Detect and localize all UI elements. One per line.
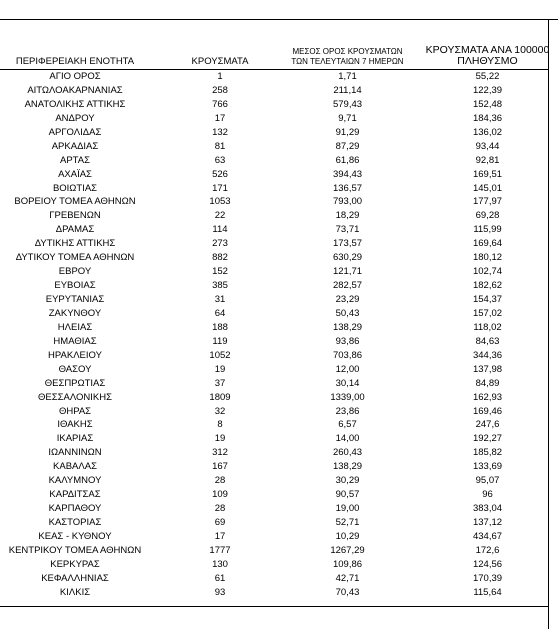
- cell-cases: 32: [214, 405, 226, 417]
- table-row: [0, 251, 548, 265]
- cell-region: ΑΓΙΟ ΟΡΟΣ: [49, 71, 101, 82]
- cell-seven-day-average: 260,43: [332, 447, 363, 459]
- cell-region: ΗΛΕΙΑΣ: [57, 321, 93, 333]
- cases-table: [0, 38, 550, 598]
- table-row: [0, 223, 548, 237]
- cell-seven-day-average: 12,00: [335, 363, 360, 375]
- cell-cases: 109: [212, 489, 228, 501]
- cell-cases-per-100000: 177,97: [472, 196, 503, 208]
- cell-cases-per-100000: 170,39: [472, 572, 503, 584]
- cell-region: ΒΟΡΕΙΟΥ ΤΟΜΕΑ ΑΘΗΝΩΝ: [14, 196, 136, 208]
- cell-cases-per-100000: 172,6: [475, 544, 500, 556]
- table-row: [0, 558, 548, 572]
- cell-cases: 61: [214, 572, 226, 584]
- table-row: [0, 279, 548, 293]
- cell-cases-per-100000: 169,46: [472, 405, 503, 417]
- cell-cases: 167: [212, 461, 228, 473]
- cell-cases: 130: [212, 558, 228, 570]
- cell-cases-per-100000: 137,98: [472, 363, 503, 375]
- table-row: [0, 349, 548, 363]
- cell-seven-day-average: 30,29: [335, 475, 360, 487]
- table-row: [0, 112, 548, 126]
- cell-region: ΑΡΓΟΛΙΔΑΣ: [48, 126, 102, 138]
- cell-region: ΔΡΑΜΑΣ: [55, 224, 95, 236]
- cell-region: ΙΘΑΚΗΣ: [57, 419, 93, 431]
- cell-cases: 69: [214, 517, 226, 528]
- table-row: [0, 391, 548, 405]
- cell-region: ΘΗΡΑΣ: [58, 405, 92, 417]
- cell-seven-day-average: 18,29: [335, 210, 360, 222]
- cell-region: ΚΑΡΠΑΘΟΥ: [48, 503, 102, 515]
- table-row: [0, 405, 548, 419]
- cell-cases: 31: [214, 294, 226, 305]
- cell-cases: 1: [217, 71, 223, 82]
- cell-region: ΚΙΛΚΙΣ: [59, 586, 91, 598]
- cell-region: ΚΕΝΤΡΙΚΟΥ ΤΟΜΕΑ ΑΘΗΝΩΝ: [8, 544, 142, 556]
- cell-region: ΓΡΕΒΕΝΩΝ: [49, 210, 101, 222]
- cell-region: ΚΕΡΚΥΡΑΣ: [50, 558, 100, 570]
- cell-cases-per-100000: 344,36: [472, 349, 503, 361]
- table-row: [0, 154, 548, 168]
- cell-seven-day-average: 70,43: [335, 586, 360, 598]
- cell-cases: 64: [214, 307, 226, 319]
- cell-cases-per-100000: 115,99: [473, 224, 502, 236]
- cell-cases: 19: [214, 433, 226, 445]
- cell-region: ΔΥΤΙΚΗΣ ΑΤΤΙΚΗΣ: [34, 238, 116, 250]
- cell-region: ΖΑΚΥΝΘΟΥ: [48, 307, 102, 319]
- cell-cases-per-100000: 247,6: [475, 419, 500, 431]
- cell-cases-per-100000: 84,63: [475, 335, 500, 347]
- cell-seven-day-average: 579,43: [332, 98, 363, 110]
- cell-region: ΚΕΦΑΛΛΗΝΙΑΣ: [41, 572, 109, 584]
- cell-cases-per-100000: 115,64: [473, 586, 502, 598]
- table-row: [0, 474, 548, 488]
- cell-cases: 385: [212, 280, 228, 292]
- cell-cases-per-100000: 184,36: [472, 112, 503, 124]
- cell-seven-day-average: 30,14: [335, 377, 360, 389]
- cell-seven-day-average: 87,29: [335, 140, 360, 152]
- cell-seven-day-average: 703,86: [332, 349, 363, 361]
- cell-cases: 882: [212, 252, 228, 264]
- cell-region: ΕΥΡΥΤΑΝΙΑΣ: [45, 294, 105, 305]
- cell-cases-per-100000: 154,37: [472, 294, 503, 305]
- header-region: [0, 56, 150, 67]
- cell-cases: 28: [214, 503, 226, 515]
- cell-region: ΘΑΣΟΥ: [58, 363, 92, 375]
- cell-cases: 171: [212, 182, 228, 194]
- cell-cases-per-100000: 124,56: [472, 558, 503, 570]
- cell-region: ΚΑΛΥΜΝΟΥ: [48, 475, 102, 487]
- cell-region: ΚΑΒΑΛΑΣ: [53, 461, 97, 473]
- cell-seven-day-average: 136,57: [332, 182, 363, 194]
- cell-region: ΔΥΤΙΚΟΥ ΤΟΜΕΑ ΑΘΗΝΩΝ: [15, 252, 135, 264]
- header-cases: [180, 56, 260, 67]
- cell-cases: 63: [214, 154, 226, 166]
- cell-cases-per-100000: 434,67: [472, 530, 503, 542]
- cell-seven-day-average: 14,00: [335, 433, 360, 445]
- cell-cases: 132: [212, 126, 228, 138]
- cell-cases-per-100000: 92,81: [475, 154, 500, 166]
- cell-seven-day-average: 109,86: [332, 558, 363, 570]
- cell-seven-day-average: 9,71: [338, 112, 357, 124]
- cell-cases-per-100000: 55,22: [475, 71, 500, 82]
- cell-region: ΗΜΑΘΙΑΣ: [53, 335, 97, 347]
- cell-cases: 273: [212, 238, 228, 250]
- table-row: [0, 195, 548, 209]
- cell-region: ΑΧΑΪΑΣ: [58, 168, 92, 180]
- cell-seven-day-average: 211,14: [333, 84, 362, 96]
- cell-seven-day-average: 630,29: [332, 252, 363, 264]
- cell-cases-per-100000: 93,44: [475, 140, 500, 152]
- table-row: [0, 377, 548, 391]
- top-border-line: [0, 19, 558, 20]
- table-row: [0, 460, 548, 474]
- cell-seven-day-average: 91,29: [335, 126, 360, 138]
- header-per-line-1: ΚΡΟΥΣΜΑΤΑ ΑΝΑ 100000: [425, 44, 550, 56]
- cell-region: ΒΟΙΩΤΙΑΣ: [52, 182, 98, 194]
- table-row: [0, 488, 548, 502]
- cell-seven-day-average: 173,57: [332, 238, 363, 250]
- cell-cases: 28: [214, 475, 226, 487]
- cell-cases-per-100000: 169,64: [472, 238, 503, 250]
- cell-cases-per-100000: 182,62: [472, 280, 503, 292]
- cell-seven-day-average: 19,00: [335, 503, 360, 515]
- cell-cases: 114: [212, 224, 228, 236]
- cell-seven-day-average: 121,71: [332, 266, 363, 278]
- cell-cases: 37: [214, 377, 226, 389]
- cell-cases: 8: [217, 419, 223, 431]
- cell-region: ΑΡΚΑΔΙΑΣ: [51, 140, 99, 152]
- cell-seven-day-average: 793,00: [332, 196, 363, 208]
- cell-cases: 1052: [209, 349, 231, 361]
- cell-cases: 17: [214, 530, 226, 542]
- table-row: [0, 446, 548, 460]
- table-row: [0, 209, 548, 223]
- header-region-label: ΠΕΡΙΦΕΡΕΙΑΚΗ ΕΝΟΤΗΤΑ: [15, 56, 135, 67]
- cell-cases: 312: [212, 447, 228, 459]
- cell-cases: 119: [212, 335, 228, 347]
- cell-cases-per-100000: 133,69: [472, 461, 503, 473]
- cell-cases-per-100000: 102,74: [472, 266, 503, 278]
- cell-seven-day-average: 23,29: [335, 294, 360, 305]
- cell-region: ΘΕΣΣΑΛΟΝΙΚΗΣ: [38, 391, 112, 403]
- table-row: [0, 126, 548, 140]
- cell-region: ΙΚΑΡΙΑΣ: [56, 433, 94, 445]
- cell-seven-day-average: 138,29: [332, 321, 363, 333]
- cell-cases: 93: [214, 586, 226, 598]
- cell-cases-per-100000: 136,02: [472, 126, 503, 138]
- header-average-line-2: ΤΩΝ ΤΕΛΕΥΤΑΙΩΝ 7 ΗΜΕΡΩΝ: [291, 57, 404, 66]
- cell-seven-day-average: 282,57: [332, 280, 363, 292]
- cell-cases-per-100000: 69,28: [475, 210, 500, 222]
- cell-cases-per-100000: 383,04: [472, 503, 503, 515]
- table-row: [0, 70, 548, 84]
- cell-cases: 22: [214, 210, 226, 222]
- cell-cases-per-100000: 192,27: [472, 433, 503, 445]
- table-row: [0, 265, 548, 279]
- cell-seven-day-average: 1339,00: [330, 391, 365, 403]
- cell-cases: 19: [214, 363, 226, 375]
- table-row: [0, 98, 548, 112]
- cell-cases-per-100000: 162,93: [472, 391, 503, 403]
- table-header-row: [0, 38, 548, 69]
- cell-cases-per-100000: 96: [482, 489, 493, 501]
- table-row: [0, 530, 548, 544]
- cell-seven-day-average: 23,86: [335, 405, 360, 417]
- bottom-border-line: [0, 606, 549, 607]
- cell-cases: 1777: [209, 544, 231, 556]
- cell-cases: 1809: [209, 391, 231, 403]
- table-row: [0, 140, 548, 154]
- table-row: [0, 502, 548, 516]
- cell-seven-day-average: 73,71: [335, 224, 360, 236]
- cell-cases: 152: [212, 266, 228, 278]
- table-body: [0, 70, 548, 600]
- table-row: [0, 544, 548, 558]
- cell-cases-per-100000: 157,02: [472, 307, 503, 319]
- header-average-line-1: ΜΕΣΟΣ ΟΡΟΣ ΚΡΟΥΣΜΑΤΩΝ: [292, 47, 403, 56]
- cell-region: ΚΑΡΔΙΤΣΑΣ: [49, 489, 101, 501]
- cell-seven-day-average: 1,71: [338, 71, 357, 82]
- cell-cases: 258: [212, 84, 228, 96]
- cell-seven-day-average: 138,29: [332, 461, 363, 473]
- cell-cases-per-100000: 122,39: [472, 84, 503, 96]
- cell-cases-per-100000: 180,12: [472, 252, 503, 264]
- table-row: [0, 418, 548, 432]
- cell-region: ΑΙΤΩΛΟΑΚΑΡΝΑΝΙΑΣ: [27, 84, 123, 96]
- cell-cases: 526: [212, 168, 228, 180]
- table-row: [0, 335, 548, 349]
- cell-cases: 81: [214, 140, 226, 152]
- cell-seven-day-average: 1267,29: [330, 544, 365, 556]
- cell-cases-per-100000: 169,51: [472, 168, 503, 180]
- cell-seven-day-average: 6,57: [338, 419, 357, 431]
- cell-seven-day-average: 50,43: [335, 307, 360, 319]
- cell-region: ΘΕΣΠΡΩΤΙΑΣ: [44, 377, 106, 389]
- cell-cases: 766: [212, 98, 228, 110]
- header-per-line-2: ΠΛΗΘΥΣΜΟ: [457, 55, 518, 67]
- table-row: [0, 84, 548, 98]
- table-row: [0, 572, 548, 586]
- cell-cases: 1053: [209, 196, 231, 208]
- cell-cases-per-100000: 118,02: [473, 321, 502, 333]
- table-row: [0, 432, 548, 446]
- header-seven-day-average: [275, 47, 420, 67]
- cell-cases-per-100000: 185,82: [472, 447, 503, 459]
- cell-region: ΚΕΑΣ - ΚΥΘΝΟΥ: [38, 530, 112, 542]
- cell-region: ΗΡΑΚΛΕΙΟΥ: [48, 349, 102, 361]
- cell-seven-day-average: 42,71: [335, 572, 360, 584]
- cell-region: ΙΩΑΝΝΙΝΩΝ: [48, 447, 102, 459]
- cell-seven-day-average: 394,43: [332, 168, 363, 180]
- table-row: [0, 307, 548, 321]
- cell-region: ΕΒΡΟΥ: [58, 266, 92, 278]
- cell-cases-per-100000: 84,89: [475, 377, 500, 389]
- cell-seven-day-average: 93,86: [335, 335, 360, 347]
- cell-region: ΕΥΒΟΙΑΣ: [54, 280, 96, 292]
- cell-cases-per-100000: 137,12: [472, 517, 503, 528]
- table-row: [0, 182, 548, 196]
- table-row: [0, 586, 548, 600]
- cell-cases-per-100000: 145,01: [472, 182, 503, 194]
- table-row: [0, 516, 548, 530]
- cell-seven-day-average: 10,29: [335, 530, 360, 542]
- header-cases-label: ΚΡΟΥΣΜΑΤΑ: [191, 56, 249, 67]
- cell-seven-day-average: 61,86: [335, 154, 360, 166]
- cell-cases-per-100000: 152,48: [472, 98, 503, 110]
- header-cases-per-100000: [420, 45, 555, 67]
- cell-seven-day-average: 90,57: [335, 489, 360, 501]
- cell-cases-per-100000: 95,07: [475, 475, 500, 487]
- table-row: [0, 363, 548, 377]
- cell-region: ΑΝΔΡΟΥ: [55, 112, 95, 124]
- cell-seven-day-average: 52,71: [335, 517, 360, 528]
- table-row: [0, 321, 548, 335]
- cell-cases: 17: [214, 112, 226, 124]
- table-row: [0, 293, 548, 307]
- table-row: [0, 168, 548, 182]
- table-row: [0, 237, 548, 251]
- cell-cases: 188: [212, 321, 228, 333]
- cell-region: ΑΡΤΑΣ: [60, 154, 90, 166]
- cell-region: ΚΑΣΤΟΡΙΑΣ: [48, 517, 102, 528]
- cell-region: ΑΝΑΤΟΛΙΚΗΣ ΑΤΤΙΚΗΣ: [24, 98, 126, 110]
